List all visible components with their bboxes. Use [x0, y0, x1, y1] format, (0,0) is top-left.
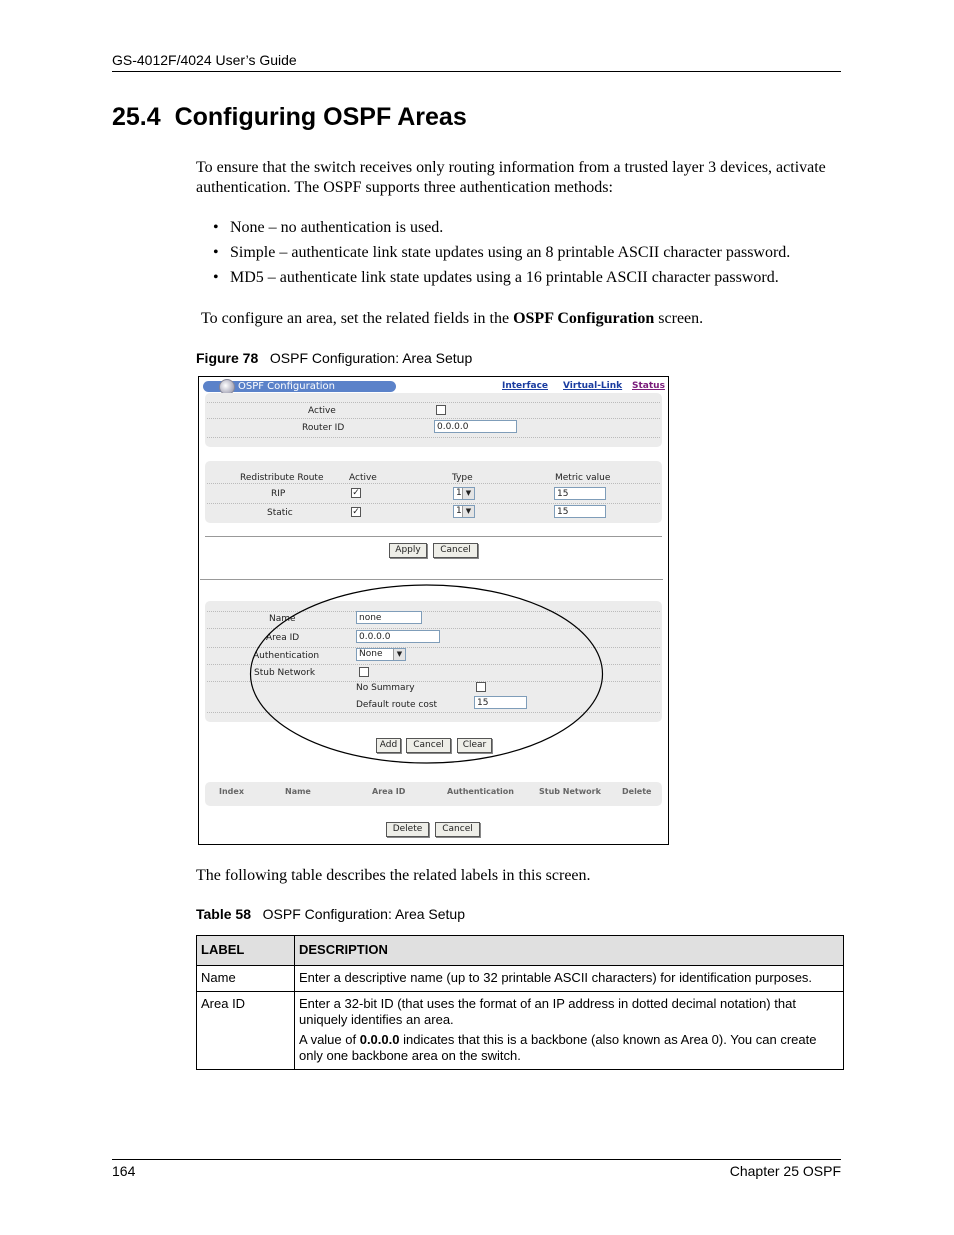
footer-rule [112, 1159, 841, 1160]
no-summary-label: No Summary [356, 683, 415, 693]
col-name: Name [285, 787, 311, 796]
rip-metric-input[interactable]: 15 [554, 487, 606, 500]
redist-active-header: Active [349, 473, 377, 483]
status-link[interactable]: Status [632, 381, 665, 391]
section-title: Configuring OSPF Areas [174, 103, 467, 131]
area-cancel-button[interactable]: Cancel [406, 738, 451, 753]
section-number: 25.4 [112, 103, 161, 131]
col-delete: Delete [622, 787, 652, 796]
default-cost-label: Default route cost [356, 700, 438, 710]
authentication-label: Authentication [253, 651, 320, 661]
table-row [197, 966, 844, 992]
figure-caption: Figure 78 OSPF Configuration: Area Setup [196, 350, 473, 366]
area-name-input[interactable]: none [356, 611, 422, 624]
ospf-screen-figure [198, 376, 669, 845]
row-label: Name [197, 966, 295, 992]
router-id-input[interactable]: 0.0.0.0 [434, 420, 517, 433]
virtual-link-link[interactable]: Virtual-Link [563, 381, 623, 391]
area-id-label: Area ID [266, 633, 300, 643]
cancel-button[interactable]: Cancel [433, 543, 478, 558]
rip-type-select[interactable]: 1 ▼ [453, 487, 475, 500]
row-description: Enter a 32-bit ID (that uses the format of an IP address in dotted decimal notation) that uniquely identifies an area. A value of 0.0.0.0 indicates that this is a backbone (also known as Area 0). You can create only one backbone area on the switch. [295, 992, 844, 1070]
static-type-select[interactable]: 1 ▼ [453, 505, 475, 518]
redistribute-route-header: Redistribute Route [240, 473, 324, 483]
active-label: Active [308, 406, 336, 416]
col-area-id: Area ID [372, 787, 406, 796]
section-heading [112, 103, 467, 132]
table-caption: Table 58 OSPF Configuration: Area Setup [196, 906, 466, 922]
redist-type-header: Type [452, 473, 473, 483]
stub-network-label: Stub Network [254, 668, 316, 678]
label-header: LABEL [197, 936, 295, 966]
row-description: Enter a descriptive name (up to 32 printable ASCII characters) for identification purposes. [295, 966, 844, 992]
apply-button[interactable]: Apply [389, 543, 427, 558]
col-index: Index [219, 787, 244, 796]
intro-paragraph: To ensure that the switch receives only routing information from a trusted layer 3 devices, activate authentication. The OSPF supports three authentication methods: [196, 159, 826, 196]
list-cancel-button[interactable]: Cancel [435, 822, 480, 837]
col-authentication: Authentication [447, 787, 514, 796]
chevron-down-icon: ▼ [462, 488, 474, 499]
row-label: Area ID [197, 992, 295, 1070]
rip-active-checkbox[interactable]: ✓ [352, 488, 360, 498]
description-table [196, 935, 844, 1070]
static-label: Static [267, 508, 293, 518]
chevron-down-icon: ▼ [393, 649, 405, 660]
authentication-select[interactable]: None ▼ [356, 648, 406, 661]
description-header: DESCRIPTION [295, 936, 844, 966]
static-metric-input[interactable]: 15 [554, 505, 606, 518]
delete-button[interactable]: Delete [386, 822, 429, 837]
chapter-label: Chapter 25 OSPF [729, 1163, 841, 1179]
screen-title-bar: OSPF Configuration [203, 381, 396, 392]
configure-paragraph: To configure an area, set the related fields in the OSPF Configuration screen. [201, 310, 704, 327]
area-name-label: Name [269, 614, 296, 624]
guide-title: GS-4012F/4024 User’s Guide [112, 52, 297, 68]
chevron-down-icon: ▼ [462, 506, 474, 517]
rip-label: RIP [271, 489, 286, 499]
col-stub-network: Stub Network [539, 787, 601, 796]
following-paragraph: The following table describes the related labels in this screen. [196, 867, 591, 884]
area-id-input[interactable]: 0.0.0.0 [356, 630, 440, 643]
highlight-ellipse [199, 377, 668, 844]
static-active-checkbox[interactable]: ✓ [352, 507, 360, 517]
clear-button[interactable]: Clear [457, 738, 492, 753]
table-row [197, 992, 844, 1070]
interface-link[interactable]: Interface [502, 381, 549, 391]
table-header-row [197, 936, 844, 966]
page-number: 164 [112, 1163, 136, 1179]
default-cost-input[interactable]: 15 [474, 696, 527, 709]
redist-metric-header: Metric value [555, 473, 611, 483]
header-rule [112, 71, 841, 72]
add-button[interactable]: Add [376, 738, 401, 753]
router-id-label: Router ID [302, 423, 345, 433]
